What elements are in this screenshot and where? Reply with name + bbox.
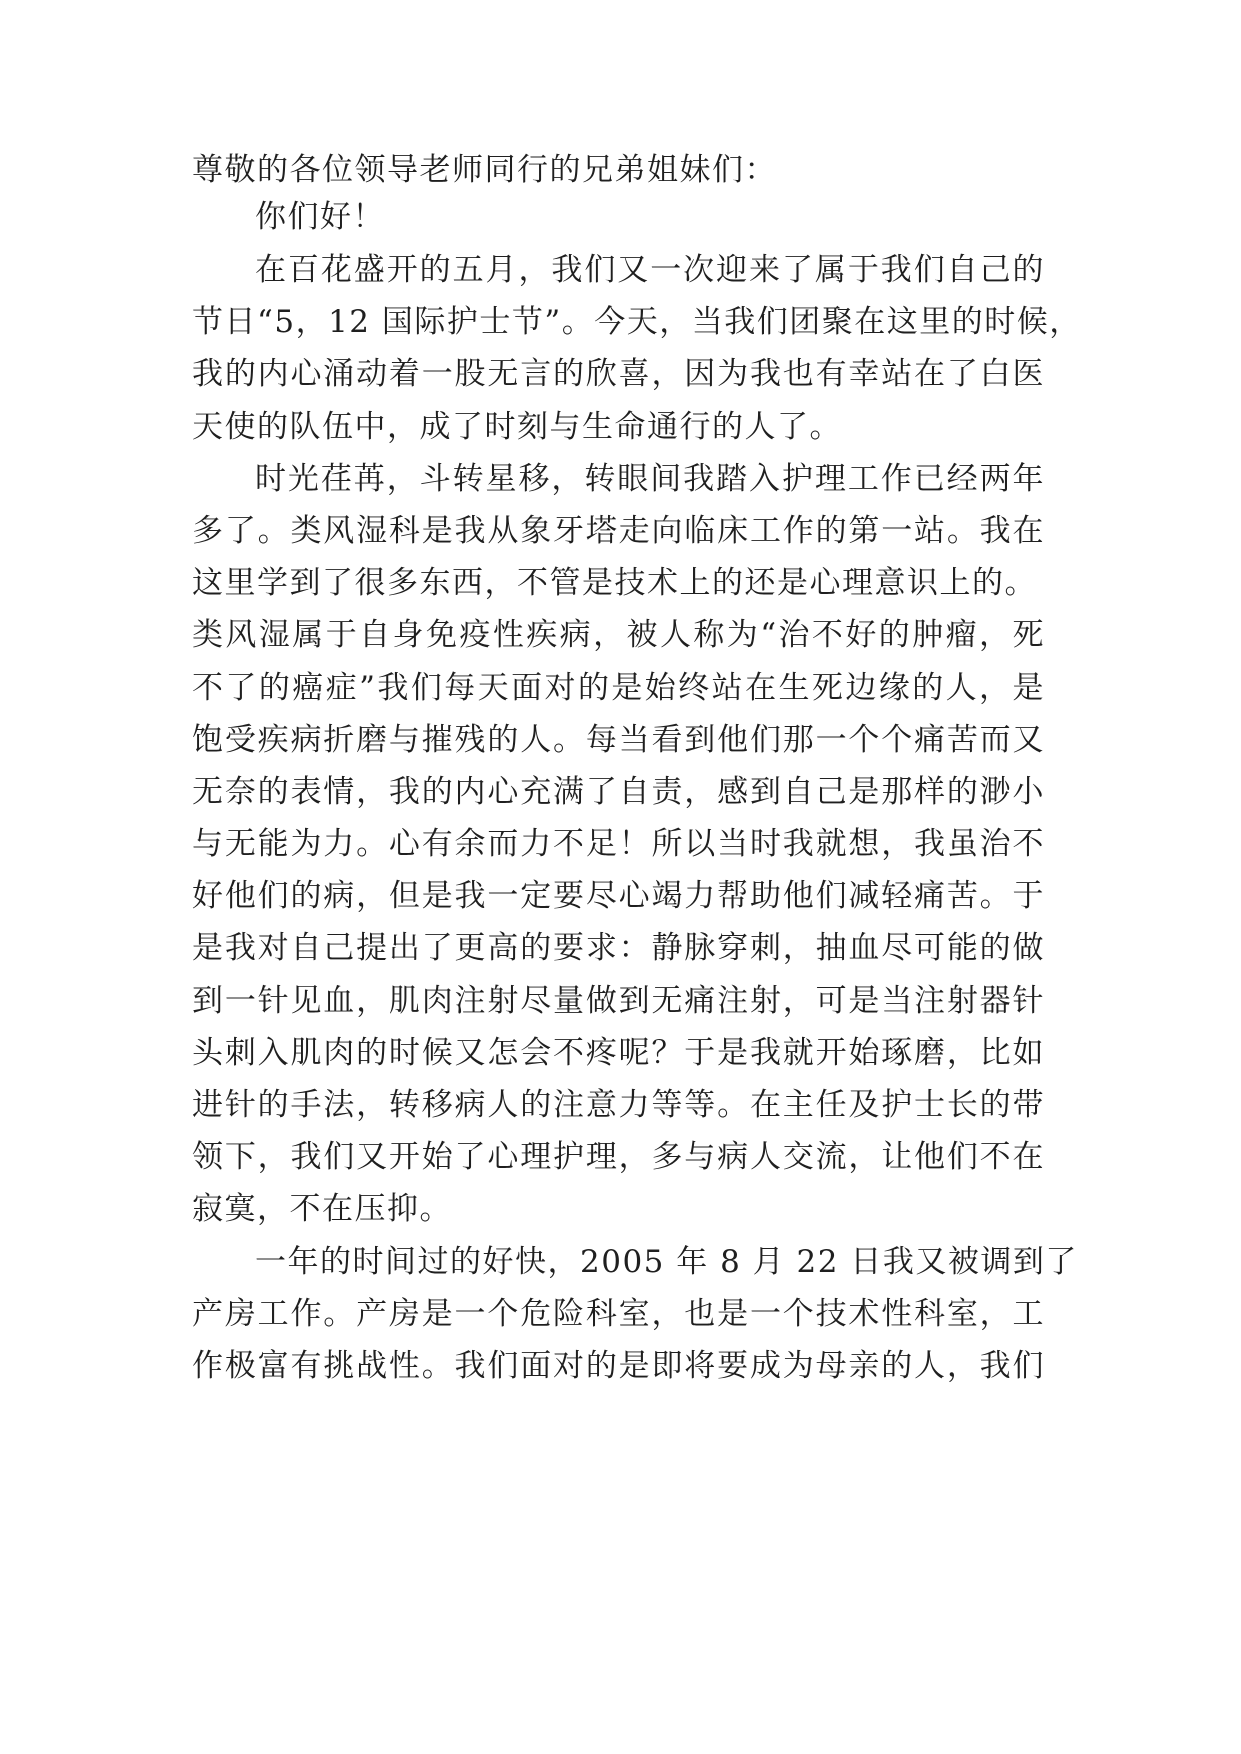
text-line: 一年的时间过的好快，2005 年 8 月 22 日我又被调到了 xyxy=(255,1243,1078,1280)
text-line: 节日“5，12 国际护士节”。今天，当我们团聚在这里的时候， xyxy=(192,304,1082,341)
text-line: 进针的手法，转移病人的注意力等等。在主任及护士长的带 xyxy=(192,1087,1045,1123)
text-line: 我的内心涌动着一股无言的欣喜，因为我也有幸站在了白医 xyxy=(192,356,1045,393)
text-line: 多了。类风湿科是我从象牙塔走向临床工作的第一站。我在 xyxy=(192,512,1045,549)
text-line: 时光荏苒，斗转星移，转眼间我踏入护理工作已经两年 xyxy=(255,460,1045,497)
document-body xyxy=(192,244,1082,1392)
paragraph xyxy=(192,453,1045,1236)
text-line: 无奈的表情，我的内心充满了自责，感到自己是那样的渺小 xyxy=(192,773,1045,810)
salutation-block xyxy=(192,144,1045,196)
paragraph xyxy=(192,244,1082,453)
text-line: 好他们的病，但是我一定要尽心竭力帮助他们减轻痛苦。于 xyxy=(192,878,1045,915)
text-line: 你们好！ xyxy=(255,199,385,235)
text-line: 领下，我们又开始了心理护理，多与病人交流，让他们不在 xyxy=(192,1139,1045,1176)
text-line: 寂寞，不在压抑。 xyxy=(192,1191,452,1228)
text-line: 产房工作。产房是一个危险科室，也是一个技术性科室，工 xyxy=(192,1295,1045,1332)
paragraph xyxy=(192,1236,1078,1393)
text-line: 到一针见血，肌肉注射尽量做到无痛注射，可是当注射器针 xyxy=(192,982,1045,1019)
text-line: 天使的队伍中，成了时刻与生命通行的人了。 xyxy=(192,408,842,445)
text-line: 这里学到了很多东西，不管是技术上的还是心理意识上的。 xyxy=(192,565,1037,602)
text-line: 是我对自己提出了更高的要求：静脉穿刺，抽血尽可能的做 xyxy=(192,930,1045,967)
text-line: 与无能为力。心有余而力不足！所以当时我就想，我虽治不 xyxy=(192,826,1045,863)
text-line: 类风湿属于自身免疫性疾病，被人称为“治不好的肿瘤，死 xyxy=(192,617,1045,654)
text-line: 饱受疾病折磨与摧残的人。每当看到他们那一个个痛苦而又 xyxy=(192,721,1045,758)
text-line: 在百花盛开的五月，我们又一次迎来了属于我们自己的 xyxy=(255,252,1045,288)
salutation: 尊敬的各位领导老师同行的兄弟姐妹们： xyxy=(192,152,777,188)
text-line: 头刺入肌肉的时候又怎会不疼呢？于是我就开始琢磨，比如 xyxy=(192,1034,1045,1071)
text-line: 作极富有挑战性。我们面对的是即将要成为母亲的人，我们 xyxy=(192,1347,1045,1384)
paragraph-greeting xyxy=(192,191,1045,243)
text-line: 不了的癌症”我们每天面对的是始终站在生死边缘的人，是 xyxy=(192,669,1045,706)
